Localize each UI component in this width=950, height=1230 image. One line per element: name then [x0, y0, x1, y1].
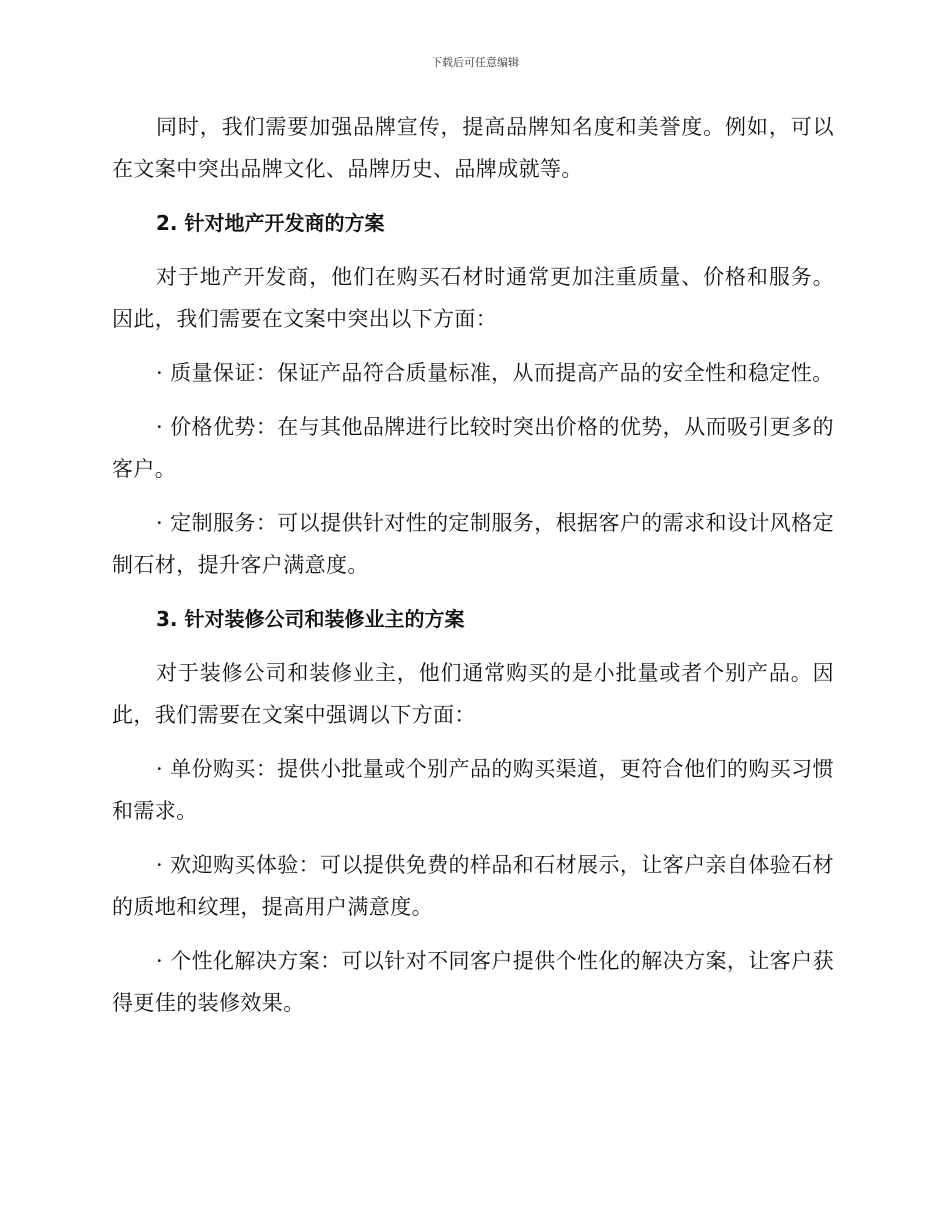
- section-heading-developers: 2. 针对地产开发商的方案: [156, 211, 385, 235]
- paragraph-brand-promotion: 同时，我们需要加强品牌宣传，提高品牌知名度和美誉度。例如，可以在文案中突出品牌文化、品牌历史、品牌成就等。: [112, 115, 834, 181]
- paragraph-developers-intro: 对于地产开发商，他们在购买石材时通常更加注重质量、价格和服务。因此，我们需要在文案中突出以下方面：: [112, 265, 834, 331]
- bullet-purchase-experience: · 欢迎购买体验：可以提供免费的样品和石材展示，让客户亲自体验石材的质地和纹理，提高用户满意度。: [112, 853, 834, 919]
- bullet-custom-service: · 定制服务：可以提供针对性的定制服务，根据客户的需求和设计风格定制石材，提升客户满意度。: [112, 511, 834, 577]
- bullet-price-advantage: · 价格优势：在与其他品牌进行比较时突出价格的优势，从而吸引更多的客户。: [112, 415, 834, 481]
- page-header: 下载后可任意编辑: [431, 56, 519, 69]
- document-body: [112, 106, 834, 1036]
- bullet-quality-assurance: · 质量保证：保证产品符合质量标准，从而提高产品的安全性和稳定性。: [156, 361, 834, 385]
- paragraph-renovation-intro: 对于装修公司和装修业主，他们通常购买的是小批量或者个别产品。因此，我们需要在文案中强调以下方面：: [112, 661, 834, 727]
- bullet-single-purchase: · 单份购买：提供小批量或个别产品的购买渠道，更符合他们的购买习惯和需求。: [112, 757, 834, 823]
- section-heading-renovation: 3. 针对装修公司和装修业主的方案: [156, 607, 465, 631]
- bullet-personalized-solutions: · 个性化解决方案：可以针对不同客户提供个性化的解决方案，让客户获得更佳的装修效果。: [112, 949, 834, 1015]
